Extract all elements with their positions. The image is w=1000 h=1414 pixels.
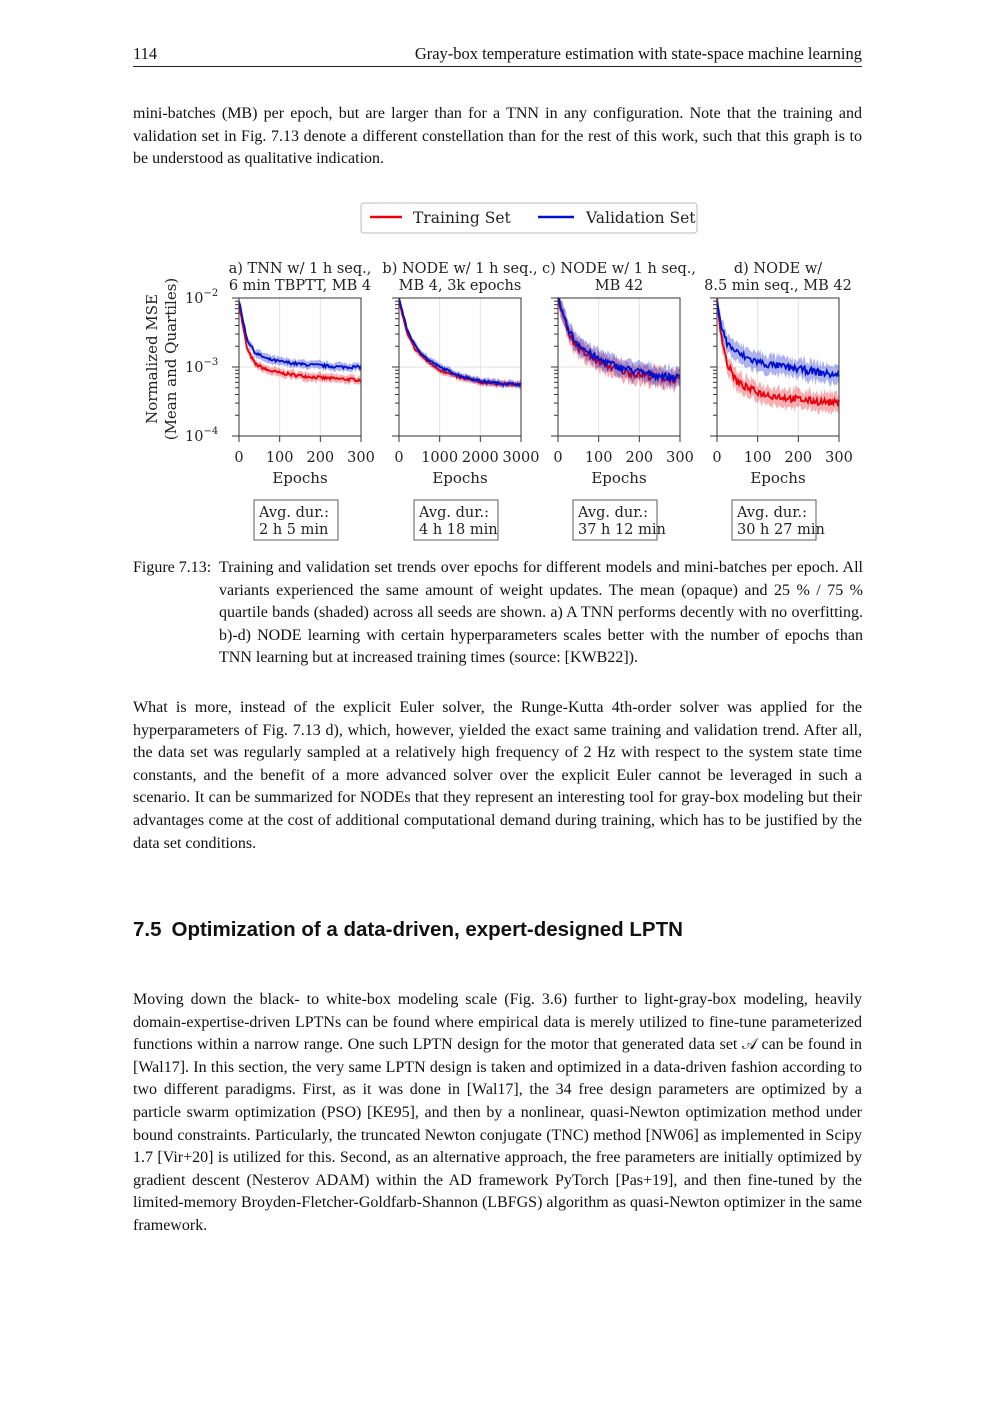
- panel-3-title-line-1: 8.5 min seq., MB 42: [704, 278, 852, 294]
- legend-label-validation: Validation Set: [586, 209, 696, 227]
- running-title: Gray-box temperature estimation with state-space machine learning: [414, 44, 862, 63]
- panel-3-duration-line-0: Avg. dur.:: [737, 505, 808, 521]
- panel-1-x-axis-label: Epochs: [432, 469, 488, 487]
- panel-2-xtick-label-2: 200: [625, 450, 654, 466]
- panel-1-val-mean-line: [399, 298, 521, 385]
- panel-1-title-line-0: b) NODE w/ 1 h seq.,: [382, 261, 538, 277]
- panel-0-train-quartile-band: [239, 301, 361, 385]
- panel-3-xtick-label-0: 0: [712, 450, 722, 466]
- panel-1-train-mean-line: [399, 302, 521, 386]
- panel-1-duration-line-0: Avg. dur.:: [419, 505, 490, 521]
- panel-3-xtick-label-3: 300: [825, 450, 853, 466]
- panel-3-duration-line-1: 30 h 27 min: [737, 522, 825, 538]
- panel-2-xtick-label-1: 100: [584, 450, 613, 466]
- y-tick-label-1: $10^{-3}$: [185, 357, 219, 376]
- paragraph-2: What is more, instead of the explicit Euler solver, the Runge-Kutta 4th-order solver was applied for the hyperparameters of Fig. 7.13 d), which, however, yielded the exact same training and validation trend. After all, the data set was regularly sampled at a relatively high frequency of 2 Hz with respect to the system state time constants, and the benefit of a more advanced solver over the explicit Euler cannot be leveraged in such a scenario. It can be summarized for NODEs that they represent an interesting tool for gray-box modeling but their advantages come at the cost of additional computational demand during training, which has to be justified by the data set conditions.: [133, 699, 862, 852]
- panel-1-xtick-label-3: 3000: [502, 450, 540, 466]
- paragraph-1: mini-batches (MB) per epoch, but are larger than for a TNN in any configuration. Note that the training and validation set in Fig. 7.13 denote a different constellation than for the rest of this work, such that this graph is to be understood as qualitative indication.: [133, 105, 862, 168]
- panel-3-xtick-label-1: 100: [743, 450, 772, 466]
- chart-svg: [140, 195, 870, 555]
- page-number: 114: [133, 44, 158, 63]
- caption-text: Training and validation set trends over epochs for different models and mini-batches per epoch. All variants experienced the same amount of weight updates. The mean (opaque) and 25 % / 75 % quartile bands (shaded) across all seeds are shown. a) A TNN performs decently with no overfitting. b)-d) NODE learning with certain hyperparameters scales better with the number of epochs than TNN learning but at increased training times (source: [KWB22]).: [219, 559, 863, 667]
- panel-0-xtick-label-2: 200: [306, 450, 335, 466]
- section-number: 7.5: [133, 918, 162, 941]
- panel-2-title-line-0: c) NODE w/ 1 h seq.,: [542, 261, 696, 277]
- panel-3-title-line-0: d) NODE w/: [733, 261, 823, 277]
- y-tick-label-0: $10^{-2}$: [185, 288, 219, 307]
- panel-0-duration-line-0: Avg. dur.:: [259, 505, 330, 521]
- panel-3-xtick-label-2: 200: [784, 450, 813, 466]
- panel-0-xtick-label-3: 300: [347, 450, 375, 466]
- panel-0-title-line-1: 6 min TBPTT, MB 4: [228, 278, 372, 294]
- panel-2-duration-line-1: 37 h 12 min: [578, 522, 666, 538]
- panel-0-x-axis-label: Epochs: [272, 469, 328, 487]
- panel-0-xtick-label-1: 100: [265, 450, 294, 466]
- caption-label: Figure 7.13:: [133, 559, 212, 576]
- panel-1-xtick-label-2: 2000: [461, 450, 499, 466]
- panel-1-duration-line-1: 4 h 18 min: [419, 522, 498, 538]
- panel-2-xtick-label-0: 0: [553, 450, 563, 466]
- panel-0-duration-line-1: 2 h 5 min: [259, 522, 329, 538]
- panel-2-duration-line-0: Avg. dur.:: [578, 505, 649, 521]
- legend-label-training: Training Set: [413, 209, 511, 227]
- panel-0-title-line-0: a) TNN w/ 1 h seq.,: [228, 261, 372, 277]
- y-axis-label-line2: (Mean and Quartiles): [162, 277, 180, 441]
- y-axis-label-line1: Normalized MSE: [143, 294, 161, 424]
- section-title: Optimization of a data-driven, expert-designed LPTN: [171, 918, 683, 941]
- paragraph-3: Moving down the black- to white-box modeling scale (Fig. 3.6) further to light-gray-box modeling, heavily domain-expertise-driven LPTNs can be found where empirical data is merely utilized to fine-tune parameterized functions within a narrow range. One such LPTN design for the motor that generated data set 𝒜 can be found in [Wal17]. In this section, the very same LPTN design is taken and optimized in a data-driven fashion according to two different paradigms. First, as it was done in [Wal17], the 34 free design parameters are optimized by a particle swarm optimization (PSO) [KE95], and then by a nonlinear, quasi-Newton optimization method under bound constraints. Particularly, the truncated Newton conjugate (TNC) method [NW06] as implemented in Scipy 1.7 [Vir+20] is utilized for this. Second, as an alternative approach, the free parameters are initially optimized by gradient descent (Nesterov ADAM) within the AD framework PyTorch [Pas+19], and then fine-tuned by the limited-memory Broyden-Fletcher-Goldfarb-Shannon (LBFGS) algorithm as quasi-Newton optimizer in the same framework.: [133, 991, 862, 1234]
- panel-0-xtick-label-0: 0: [234, 450, 244, 466]
- panel-1-xtick-label-1: 1000: [421, 450, 459, 466]
- panel-1-xtick-label-0: 0: [394, 450, 404, 466]
- figure-7-13: [140, 195, 870, 555]
- panel-2-x-axis-label: Epochs: [591, 469, 647, 487]
- panel-3-x-axis-label: Epochs: [750, 469, 806, 487]
- panel-1-title-line-1: MB 4, 3k epochs: [398, 278, 522, 294]
- y-tick-label-2: $10^{-4}$: [185, 426, 219, 445]
- panel-2-title-line-1: MB 42: [594, 278, 644, 294]
- page-header: [133, 44, 862, 67]
- section-heading: [133, 918, 683, 942]
- panel-2-xtick-label-3: 300: [666, 450, 694, 466]
